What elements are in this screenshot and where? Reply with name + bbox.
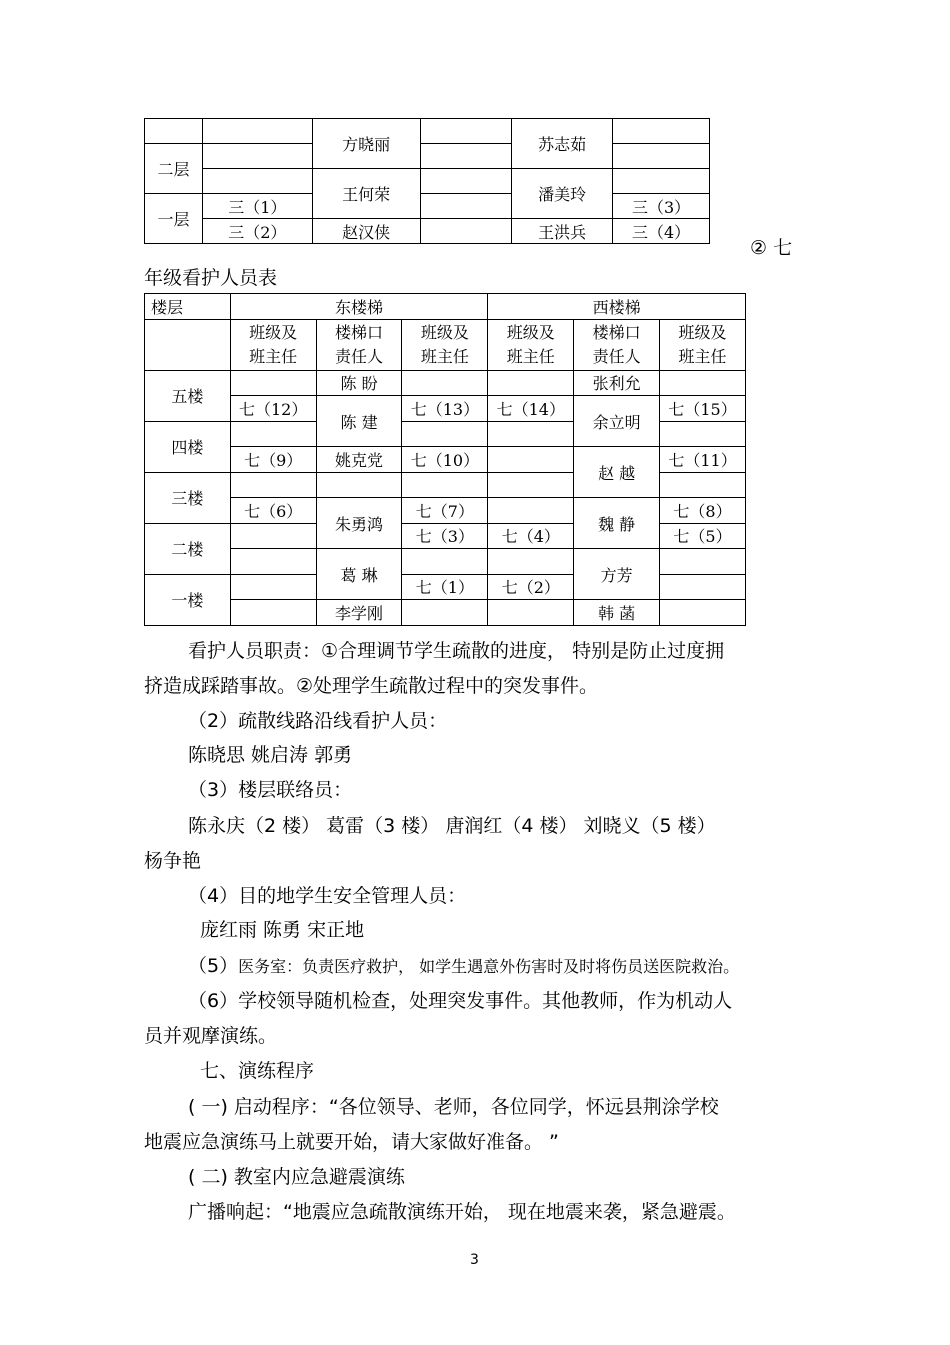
header-class: 班级及 班主任 xyxy=(660,319,746,370)
floor-liaison-names-cont: 杨争艳 xyxy=(144,850,202,872)
route-supervisor-names: 陈晓思 姚启涛 郭勇 xyxy=(188,744,353,766)
floor-label: 一楼 xyxy=(145,574,231,625)
floor-label: 二楼 xyxy=(145,523,231,574)
table-cell: 方晓丽 xyxy=(312,119,420,169)
table-cell: 陈 盼 xyxy=(316,370,402,396)
table-cell: 七（7） xyxy=(402,498,488,524)
table-row xyxy=(145,370,746,396)
table-header-row xyxy=(145,319,746,370)
table-cell: 三（1） xyxy=(202,194,312,219)
table2-title-part-a: ② 七 xyxy=(750,237,793,259)
table-header-row xyxy=(145,294,746,320)
table-cell: 七（1） xyxy=(402,574,488,600)
section-destination-managers: （4）目的地学生安全管理人员： xyxy=(188,885,467,907)
section-medical xyxy=(188,954,739,979)
table-cell: 朱勇鸿 xyxy=(316,498,402,549)
table-cell: 陈 建 xyxy=(316,396,402,447)
table-cell: 苏志茹 xyxy=(512,119,613,169)
classroom-drill-heading: ( 二) 教室内应急避震演练 xyxy=(188,1166,405,1188)
table-row xyxy=(145,144,710,169)
floor-liaison-names: 陈永庆（2 楼） 葛雷（3 楼） 唐润红（4 楼） 刘晓义（5 楼） xyxy=(188,815,716,837)
table2-title-part-b: 年级看护人员表 xyxy=(144,267,278,289)
floor-label: 五楼 xyxy=(145,370,231,421)
broadcast-text: 广播响起：“地震应急疏散演练开始， 现在地震来袭，紧急避震。 xyxy=(188,1201,736,1223)
startup-procedure-line1: ( 一) 启动程序：“各位领导、老师，各位同学，怀远县荆涂学校 xyxy=(188,1096,719,1118)
destination-manager-names: 庞红雨 陈勇 宋正地 xyxy=(200,919,365,941)
heading-drill-procedure: 七、演练程序 xyxy=(200,1060,315,1082)
paragraph-duties-line2: 挤造成踩踏事故。②处理学生疏散过程中的突发事件。 xyxy=(144,675,599,697)
table-cell: 方芳 xyxy=(574,549,660,600)
header-responsible: 楼梯口 责任人 xyxy=(574,319,660,370)
table-row xyxy=(145,194,710,219)
medical-number: （5） xyxy=(188,955,239,977)
table-row xyxy=(145,219,710,244)
table-row xyxy=(145,447,746,473)
header-west-stairs: 西楼梯 xyxy=(488,294,746,320)
table-cell: 王何荣 xyxy=(312,169,420,219)
table-grade7-supervisors xyxy=(144,293,746,626)
table-cell: 三（2） xyxy=(202,219,312,244)
table-cell: 七（3） xyxy=(402,523,488,549)
floor-label: 四楼 xyxy=(145,421,231,472)
table-cell: 潘美玲 xyxy=(512,169,613,219)
table-cell: 三（3） xyxy=(613,194,710,219)
table-cell: 赵汉侠 xyxy=(312,219,420,244)
section-leaders-line1: （6）学校领导随机检查，处理突发事件。其他教师，作为机动人 xyxy=(188,990,733,1012)
table-cell: 葛 琳 xyxy=(316,549,402,600)
table-cell: 三（4） xyxy=(613,219,710,244)
header-class: 班级及 班主任 xyxy=(488,319,574,370)
table-cell: 张利允 xyxy=(574,370,660,396)
table-cell: 七（10） xyxy=(402,447,488,473)
table-cell: 七（9） xyxy=(230,447,316,473)
startup-procedure-line2: 地震应急演练马上就要开始，请大家做好准备。 ” xyxy=(144,1131,559,1153)
header-responsible: 楼梯口 责任人 xyxy=(316,319,402,370)
header-east-stairs: 东楼梯 xyxy=(230,294,488,320)
table-row xyxy=(145,549,746,575)
table-row xyxy=(145,600,746,626)
table-row xyxy=(145,119,710,144)
floor-label: 二层 xyxy=(145,144,203,194)
table-cell: 七（5） xyxy=(660,523,746,549)
header-floor: 楼层 xyxy=(145,294,231,320)
table-cell: 七（8） xyxy=(660,498,746,524)
table-cell: 七（15） xyxy=(660,396,746,422)
table-cell: 七（6） xyxy=(230,498,316,524)
table-cell: 七（12） xyxy=(230,396,316,422)
header-class: 班级及 班主任 xyxy=(402,319,488,370)
section-floor-liaisons: （3）楼层联络员： xyxy=(188,779,353,801)
section-route-supervisors: （2）疏散线路沿线看护人员： xyxy=(188,710,448,732)
table-cell: 姚克党 xyxy=(316,447,402,473)
table-cell: 韩 菡 xyxy=(574,600,660,626)
table-cell: 魏 静 xyxy=(574,498,660,549)
paragraph-duties-line1: 看护人员职责：①合理调节学生疏散的进度， 特别是防止过度拥 xyxy=(188,640,725,662)
table-cell: 赵 越 xyxy=(574,447,660,498)
table-row xyxy=(145,169,710,194)
table-cell: 七（4） xyxy=(488,523,574,549)
table-first-floors xyxy=(144,118,710,244)
table-cell: 李学刚 xyxy=(316,600,402,626)
floor-label: 三楼 xyxy=(145,472,231,523)
medical-text: 医务室：负责医疗救护， 如学生遇意外伤害时及时将伤员送医院救治。 xyxy=(238,957,740,976)
table-cell: 七（11） xyxy=(660,447,746,473)
table-cell: 七（13） xyxy=(402,396,488,422)
table-cell: 七（2） xyxy=(488,574,574,600)
page-number: 3 xyxy=(470,1252,479,1268)
table-row xyxy=(145,396,746,422)
table-row xyxy=(145,498,746,524)
floor-label: 一层 xyxy=(145,194,203,244)
table-cell: 七（14） xyxy=(488,396,574,422)
section-leaders-line2: 员并观摩演练。 xyxy=(144,1025,278,1047)
header-class: 班级及 班主任 xyxy=(230,319,316,370)
table-cell: 王洪兵 xyxy=(512,219,613,244)
table-cell: 余立明 xyxy=(574,396,660,447)
